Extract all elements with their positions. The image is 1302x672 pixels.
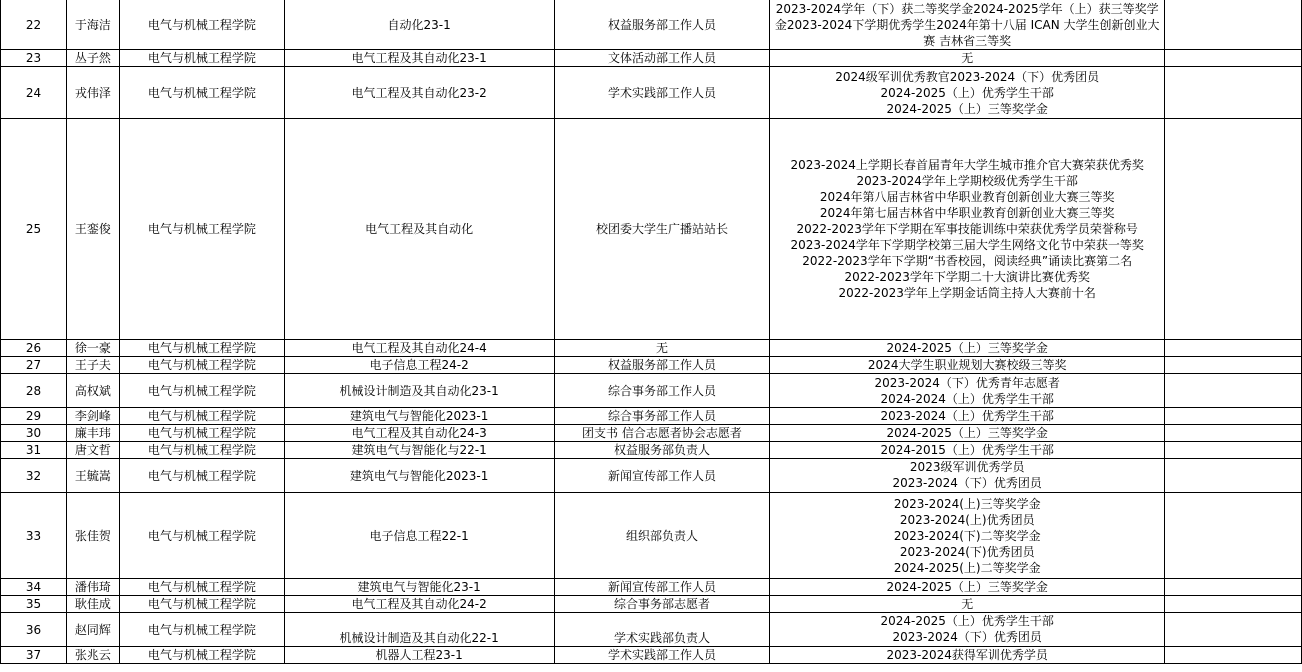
award-line: 2024-2025（上）三等奖学金 [886, 101, 1048, 116]
major-class: 电气工程及其自动化24-2 [284, 596, 554, 613]
awards-cell [770, 340, 1165, 357]
award-line: 2024大学生职业规划大赛校级三等奖 [867, 358, 1067, 372]
award-line: 2022-2023学年下学期“书香校园，阅读经典”诵读比赛第二名 [802, 254, 1133, 268]
college-name: 电气与机械工程学院 [119, 493, 284, 579]
award-line: 2023级军训优秀学员 [909, 460, 1025, 474]
awards-cell [770, 357, 1165, 374]
award-line: 2023-2024（下）优秀团员 [892, 476, 1042, 490]
award-line: 2023-2024学年上学期校级优秀学生干部 [856, 174, 1078, 188]
position: 文体活动部工作人员 [554, 50, 770, 67]
awards-cell [770, 374, 1165, 408]
awards-cell [770, 596, 1165, 613]
award-line: 2023-2024(下)优秀团员 [899, 544, 1035, 559]
row-number: 31 [1, 442, 67, 459]
major-class: 电气工程及其自动化24-4 [284, 340, 554, 357]
position: 新闻宣传部工作人员 [554, 459, 770, 493]
row-number: 24 [1, 67, 67, 119]
table-row [1, 119, 1302, 340]
position: 权益服务部负责人 [554, 442, 770, 459]
college-name: 电气与机械工程学院 [119, 442, 284, 459]
award-line: 无 [961, 51, 974, 65]
table-body [1, 0, 1302, 664]
table-row [1, 425, 1302, 442]
row-number: 34 [1, 579, 67, 596]
award-line: 无 [961, 597, 974, 611]
award-line: 2022-2023学年下学期在军事技能训练中荣获优秀学员荣誉称号 [796, 222, 1138, 236]
award-line: 2024年第八届吉林省中华职业教育创新创业大赛三等奖 [819, 190, 1115, 204]
award-line: 2024-2025（上）三等奖学金 [886, 341, 1048, 355]
awards-cell [770, 408, 1165, 425]
award-line: 2022-2023学年上学期金话筒主持人大赛前十名 [838, 286, 1096, 300]
extra-column-cell [1165, 50, 1302, 67]
major-class: 电气工程及其自动化23-1 [284, 50, 554, 67]
college-name: 电气与机械工程学院 [119, 119, 284, 340]
college-name: 电气与机械工程学院 [119, 0, 284, 50]
award-line: 2023-2024获得军训优秀学员 [886, 648, 1048, 662]
student-name: 潘伟琦 [66, 579, 119, 596]
extra-column-cell [1165, 579, 1302, 596]
awards-cell [770, 67, 1165, 119]
awards-cell [770, 0, 1165, 50]
major-class: 建筑电气与智能化23-1 [284, 579, 554, 596]
award-line: 2022-2023学年下学期二十大演讲比赛优秀奖 [844, 270, 1090, 284]
major-class: 机械设计制造及其自动化22-1 [284, 613, 554, 647]
student-name: 张兆云 [66, 647, 119, 664]
position: 新闻宣传部工作人员 [554, 579, 770, 596]
extra-column-cell [1165, 425, 1302, 442]
student-name: 王子夫 [66, 357, 119, 374]
major-class: 自动化23-1 [284, 0, 554, 50]
student-name: 耿佳成 [66, 596, 119, 613]
award-line: 2023-2024（上）优秀学生干部 [880, 409, 1054, 423]
table-row [1, 67, 1302, 119]
college-name: 电气与机械工程学院 [119, 459, 284, 493]
awards-cell [770, 613, 1165, 647]
extra-column-cell [1165, 613, 1302, 647]
college-name: 电气与机械工程学院 [119, 596, 284, 613]
student-name: 于海洁 [66, 0, 119, 50]
student-name: 王毓嵩 [66, 459, 119, 493]
student-name: 张佳贺 [66, 493, 119, 579]
position: 学术实践部工作人员 [554, 67, 770, 119]
table-row [1, 579, 1302, 596]
table-row [1, 408, 1302, 425]
awards-cell [770, 579, 1165, 596]
row-number: 23 [1, 50, 67, 67]
row-number: 37 [1, 647, 67, 664]
student-name: 王銮俊 [66, 119, 119, 340]
major-class: 电气工程及其自动化 [284, 119, 554, 340]
student-name: 李剑峰 [66, 408, 119, 425]
extra-column-cell [1165, 357, 1302, 374]
college-name: 电气与机械工程学院 [119, 613, 284, 647]
position: 组织部负责人 [554, 493, 770, 579]
award-line: 2024级军训优秀教官2023-2024（下）优秀团员 [835, 69, 1100, 84]
table-row [1, 647, 1302, 664]
table-row [1, 357, 1302, 374]
major-class: 电子信息工程22-1 [284, 493, 554, 579]
award-line: 2023-2024上学期长春首届青年大学生城市推介官大赛荣获优秀奖 [790, 158, 1144, 172]
student-name: 高权斌 [66, 374, 119, 408]
row-number: 30 [1, 425, 67, 442]
extra-column-cell [1165, 119, 1302, 340]
table-row [1, 0, 1302, 50]
awards-cell [770, 50, 1165, 67]
position: 校团委大学生广播站站长 [554, 119, 770, 340]
row-number: 27 [1, 357, 67, 374]
awards-cell [770, 459, 1165, 493]
student-name: 徐一豪 [66, 340, 119, 357]
award-line: 2024年第七届吉林省中华职业教育创新创业大赛三等奖 [819, 206, 1115, 220]
college-name: 电气与机械工程学院 [119, 408, 284, 425]
table-row [1, 596, 1302, 613]
major-class: 电气工程及其自动化24-3 [284, 425, 554, 442]
student-name: 廉丰玮 [66, 425, 119, 442]
extra-column-cell [1165, 374, 1302, 408]
extra-column-cell [1165, 647, 1302, 664]
position: 权益服务部工作人员 [554, 0, 770, 50]
awards-cell [770, 425, 1165, 442]
award-line: 2023-2024(上)优秀团员 [899, 512, 1035, 527]
row-number: 26 [1, 340, 67, 357]
award-line: 2024-2025（上）三等奖学金 [886, 426, 1048, 440]
award-line: 2024-2025（上）优秀学生干部 [880, 614, 1054, 628]
table-row [1, 442, 1302, 459]
award-line: 2024-2025（上）三等奖学金 [886, 580, 1048, 594]
major-class: 建筑电气与智能化2023-1 [284, 408, 554, 425]
extra-column-cell [1165, 442, 1302, 459]
extra-column-cell [1165, 493, 1302, 579]
college-name: 电气与机械工程学院 [119, 357, 284, 374]
student-name: 赵同辉 [66, 613, 119, 647]
major-class: 电气工程及其自动化23-2 [284, 67, 554, 119]
major-class: 机械设计制造及其自动化23-1 [284, 374, 554, 408]
college-name: 电气与机械工程学院 [119, 50, 284, 67]
table-row [1, 613, 1302, 647]
award-line: 2024-2024（上）优秀学生干部 [880, 391, 1054, 406]
extra-column-cell [1165, 340, 1302, 357]
college-name: 电气与机械工程学院 [119, 647, 284, 664]
position: 综合事务部工作人员 [554, 374, 770, 408]
student-name: 戎伟泽 [66, 67, 119, 119]
row-number: 25 [1, 119, 67, 340]
student-name: 丛子然 [66, 50, 119, 67]
table-row [1, 459, 1302, 493]
award-line: 2023-2024（下）优秀青年志愿者 [874, 375, 1060, 390]
row-number: 33 [1, 493, 67, 579]
row-number: 32 [1, 459, 67, 493]
major-class: 机器人工程23-1 [284, 647, 554, 664]
awards-cell [770, 442, 1165, 459]
table-row [1, 374, 1302, 408]
student-name: 唐文哲 [66, 442, 119, 459]
row-number: 28 [1, 374, 67, 408]
position: 无 [554, 340, 770, 357]
college-name: 电气与机械工程学院 [119, 579, 284, 596]
award-line: 2023-2024(上)三等奖学金 [893, 496, 1041, 511]
extra-column-cell [1165, 596, 1302, 613]
award-line: 2023-2024（下）优秀团员 [892, 630, 1042, 644]
awards-cell [770, 119, 1165, 340]
award-line: 2023-2024(下)二等奖学金 [893, 528, 1041, 543]
award-line: 2024-2025（上）优秀学生干部 [880, 85, 1054, 100]
extra-column-cell [1165, 0, 1302, 50]
college-name: 电气与机械工程学院 [119, 67, 284, 119]
position: 综合事务部工作人员 [554, 408, 770, 425]
major-class: 建筑电气与智能化2023-1 [284, 459, 554, 493]
table-row [1, 340, 1302, 357]
college-name: 电气与机械工程学院 [119, 374, 284, 408]
position: 学术实践部工作人员 [554, 647, 770, 664]
row-number: 36 [1, 613, 67, 647]
row-number: 29 [1, 408, 67, 425]
college-name: 电气与机械工程学院 [119, 425, 284, 442]
extra-column-cell [1165, 67, 1302, 119]
row-number: 35 [1, 596, 67, 613]
major-class: 电子信息工程24-2 [284, 357, 554, 374]
extra-column-cell [1165, 459, 1302, 493]
position: 学术实践部负责人 [554, 613, 770, 647]
position: 团支书 信合志愿者协会志愿者 [554, 425, 770, 442]
row-number: 22 [1, 0, 67, 50]
college-name: 电气与机械工程学院 [119, 340, 284, 357]
award-line: 2024-2015（上）优秀学生干部 [880, 443, 1054, 457]
table-row [1, 493, 1302, 579]
award-line: 2024-2025(上)二等奖学金 [893, 560, 1041, 575]
extra-column-cell [1165, 408, 1302, 425]
position: 综合事务部志愿者 [554, 596, 770, 613]
awards-cell [770, 493, 1165, 579]
position: 权益服务部工作人员 [554, 357, 770, 374]
awards-cell [770, 647, 1165, 664]
award-line: 2023-2024学年（下）获二等奖学金2024-2025学年（上）获三等奖学金2023-2024下学期优秀学生2024年第十八届 ICAN 大学生创新创业大赛 吉林省三等奖 [774, 1, 1160, 48]
major-class: 建筑电气与智能化与22-1 [284, 442, 554, 459]
table-row [1, 50, 1302, 67]
award-line: 2023-2024学年下学期学校第三届大学生网络文化节中荣获一等奖 [790, 238, 1144, 252]
